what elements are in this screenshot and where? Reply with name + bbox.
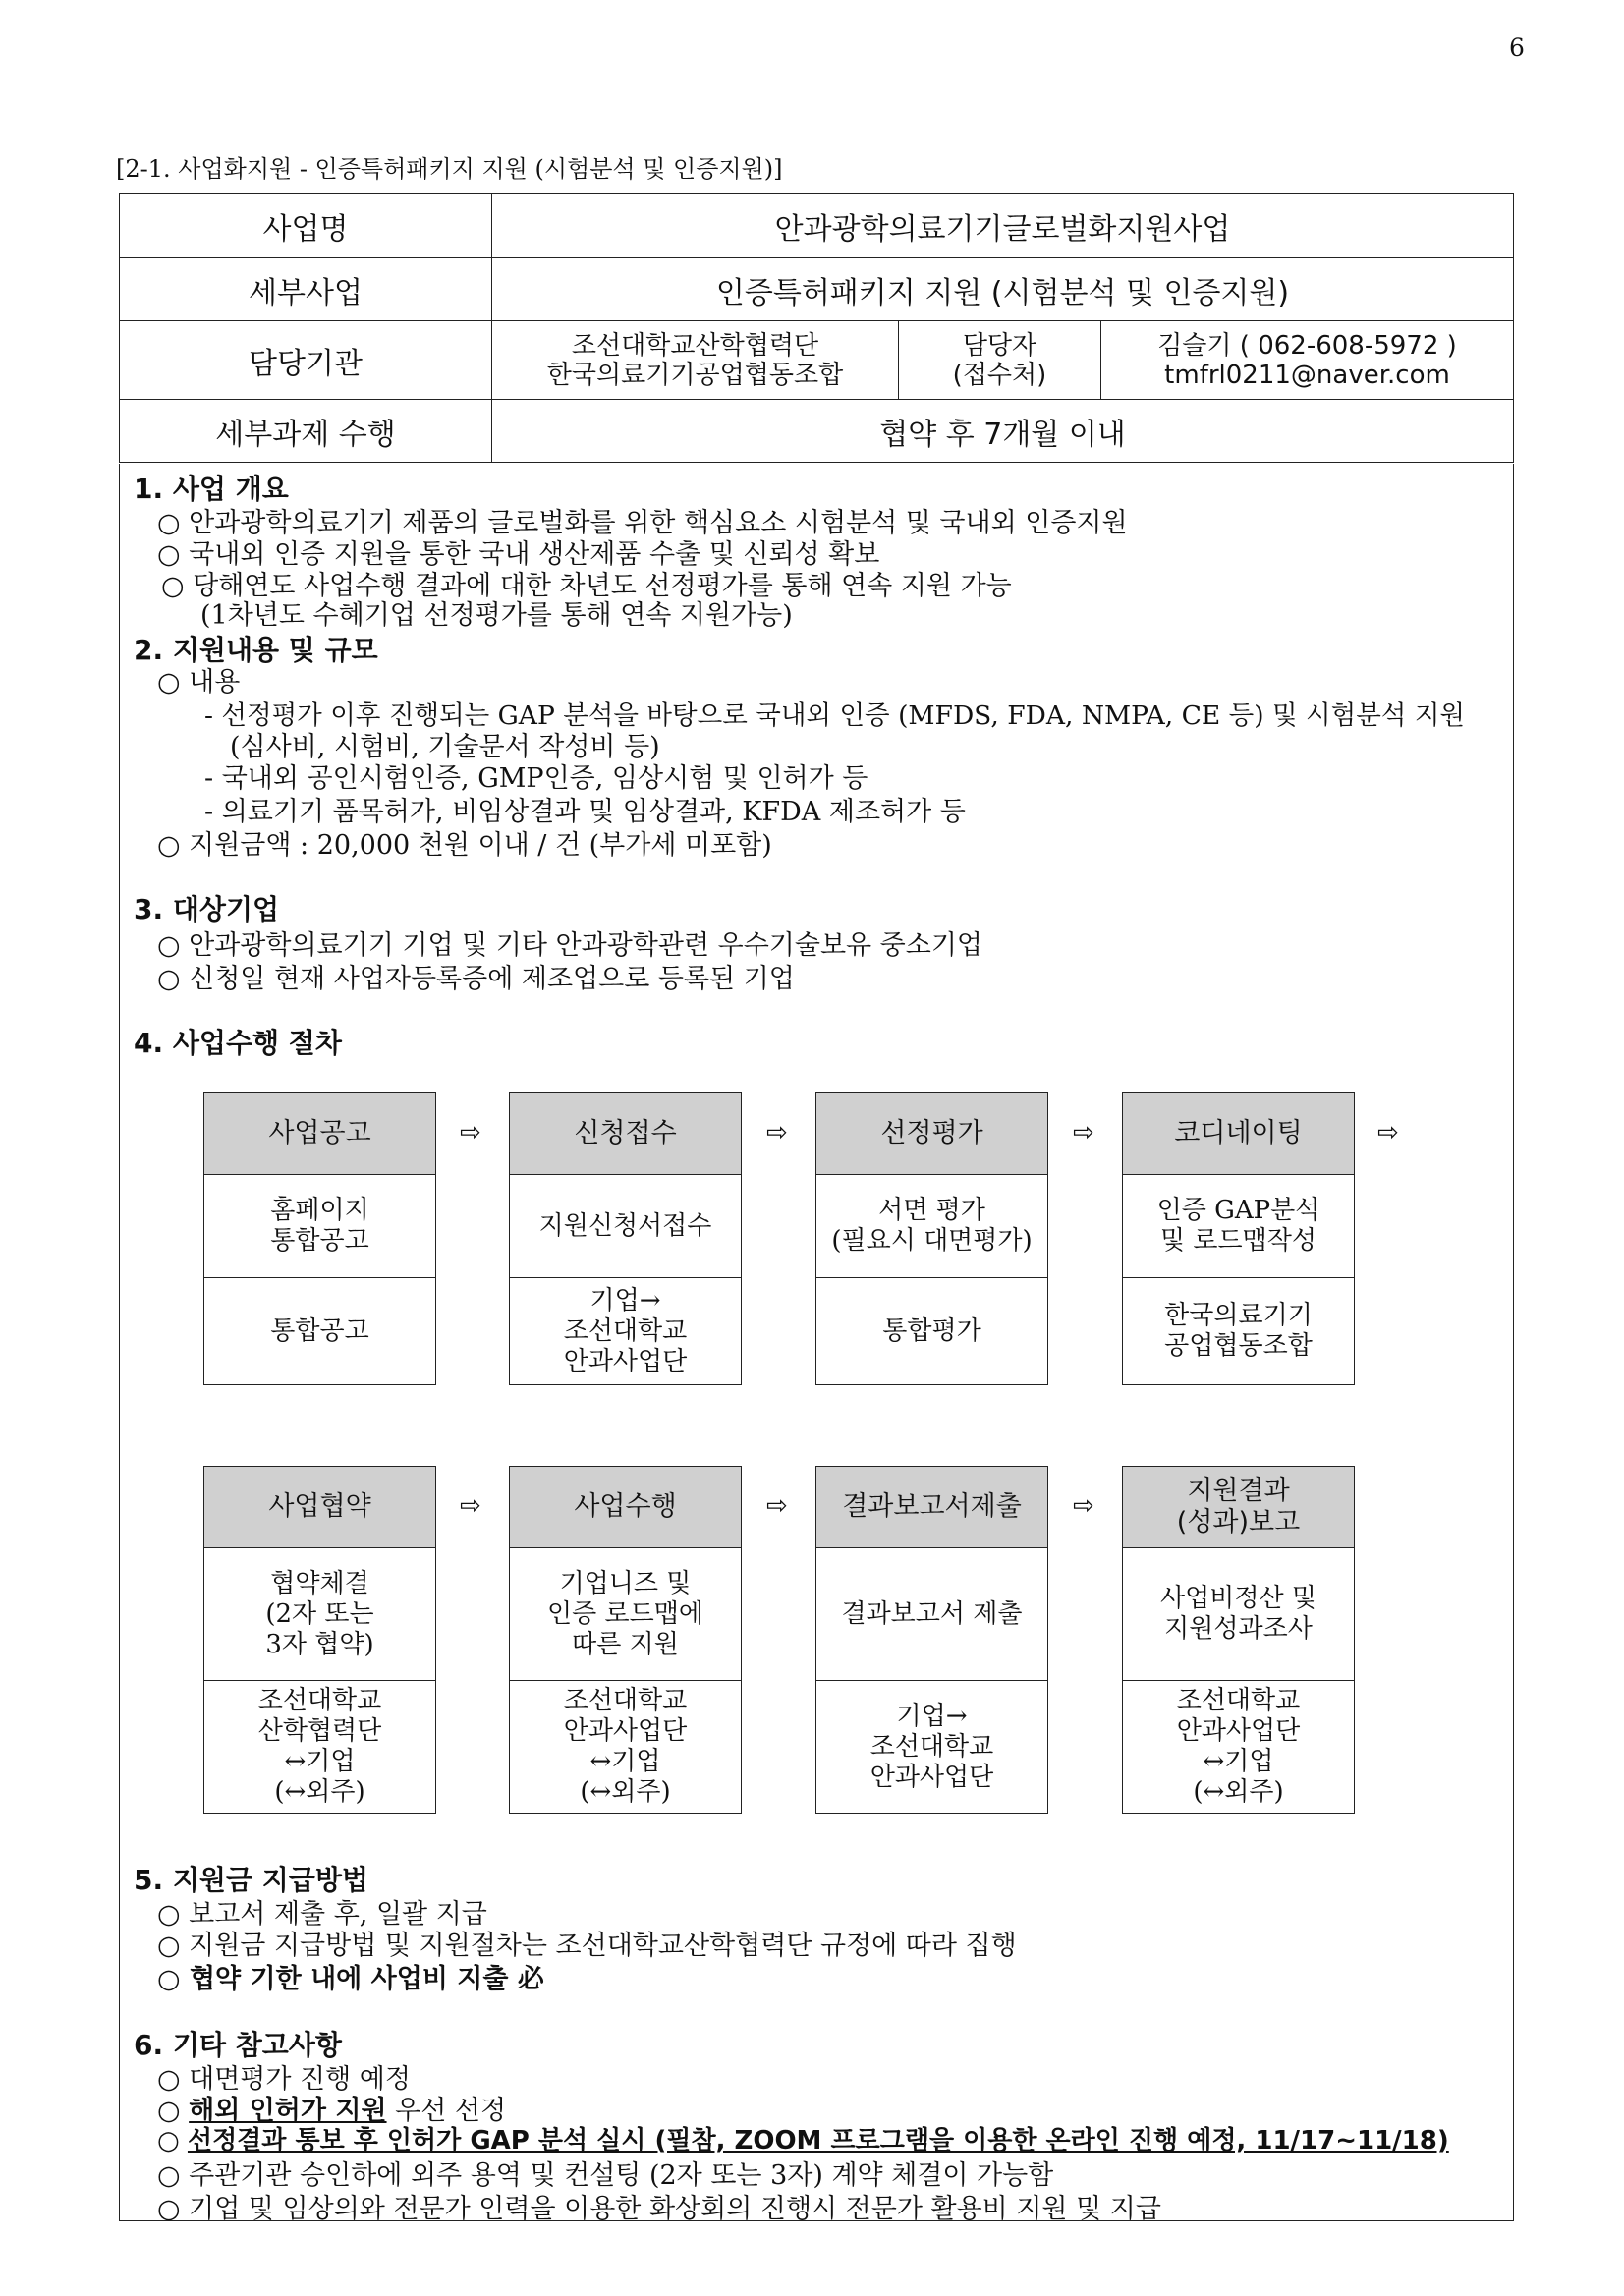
perform-value: 협약 후 7개월 이내 (492, 400, 1514, 463)
project-value: 안과광학의료기기글로벌화지원사업 (492, 194, 1514, 258)
flow-head: 지원결과 (성과)보고 (1123, 1467, 1354, 1548)
flow-box-apply (509, 1092, 742, 1385)
s2-line-5: - 의료기기 품목허가, 비임상결과 및 임상결과, KFDA 제조허가 등 (204, 797, 966, 827)
flow-head: 사업공고 (204, 1093, 435, 1175)
s2-line-4: - 국내외 공인시험인증, GMP인증, 임상시험 및 인허가 등 (204, 763, 868, 794)
flow-bot: 통합평가 (882, 1316, 981, 1346)
s1-line-3: ○ 당해연도 사업수행 결과에 대한 차년도 선정평가를 통해 연속 지원 가능 (161, 571, 1012, 601)
arrow-right-icon: ⇨ (460, 1491, 481, 1521)
s3-line-1: ○ 안과광학의료기기 기업 및 기타 안과광학관련 우수기술보유 중소기업 (157, 930, 983, 961)
arrow-right-icon: ⇨ (1073, 1491, 1094, 1521)
flow-mid: 기업니즈 및 인증 로드맵에 따른 지원 (510, 1548, 741, 1681)
contact-label-1: 담당자 (962, 330, 1037, 361)
sub-value: 인증특허패키지 지원 (시험분석 및 인증지원) (492, 258, 1514, 321)
flow-box-coordinate (1122, 1092, 1355, 1385)
page-number: 6 (1509, 33, 1525, 62)
s6-line-2-bullet: ○ (157, 2096, 190, 2126)
section-6-title: 6. 기타 참고사항 (134, 2029, 342, 2061)
flow-mid: 서면 평가 (필요시 대면평가) (816, 1175, 1047, 1278)
flow-head: 코디네이팅 (1123, 1093, 1354, 1175)
flow-box-report (815, 1466, 1048, 1814)
contact-value (1101, 321, 1514, 400)
flow-bot: 통합공고 (270, 1316, 369, 1346)
flow-box-evaluate (815, 1092, 1048, 1385)
flow-mid: 사업비정산 및 지원성과조사 (1123, 1548, 1354, 1681)
s2-line-6: ○ 지원금액 : 20,000 천원 이내 / 건 (부가세 미포함) (157, 830, 772, 861)
s1-line-4: (1차년도 수혜기업 선정평가를 통해 연속 지원가능) (200, 600, 793, 631)
flow-head: 사업협약 (204, 1467, 435, 1548)
flow-head: 신청접수 (510, 1093, 741, 1175)
s6-line-2-bold: 해외 인허가 지원 (189, 2096, 387, 2126)
contact-value-2: tmfrl0211@naver.com (1164, 360, 1450, 390)
project-label: 사업명 (120, 194, 492, 258)
flow-box-result (1122, 1466, 1355, 1814)
s1-line-1: ○ 안과광학의료기기 제품의 글로벌화를 위한 핵심요소 시험분석 및 국내외 인증지원 (157, 508, 1128, 538)
arrow-right-icon: ⇨ (766, 1491, 788, 1521)
s6-line-3-text: 선정결과 통보 후 인허가 GAP 분석 실시 (필참, ZOOM 프로그램을 이용한 온라인 진행 예정, 11/17~11/18) (187, 2126, 1449, 2156)
s6-line-4: ○ 주관기관 승인하에 외주 용역 및 컨설팅 (2자 또는 3자) 계약 체결이 가능함 (157, 2160, 1054, 2191)
flow-box-agreement (203, 1466, 436, 1814)
flow-bot: 기업→ 조선대학교 안과사업단 (563, 1285, 688, 1376)
contact-value-1: 김슬기 ( 062-608-5972 ) (1157, 330, 1457, 361)
sub-label: 세부사업 (120, 258, 492, 321)
s6-line-2-rest: 우선 선정 (386, 2096, 507, 2126)
arrow-right-icon: ⇨ (1377, 1118, 1399, 1148)
org-value-1: 조선대학교산학협력단 (571, 330, 819, 361)
section-4-title: 4. 사업수행 절차 (134, 1027, 342, 1059)
s6-line-5: ○ 기업 및 임상의와 전문가 인력을 이용한 화상회의 진행시 전문가 활용비 지원 및 지급 (157, 2194, 1161, 2224)
section-1-title: 1. 사업 개요 (134, 473, 289, 505)
contact-label (899, 321, 1101, 400)
s3-line-2: ○ 신청일 현재 사업자등록증에 제조업으로 등록된 기업 (157, 964, 795, 994)
section-3-title: 3. 대상기업 (134, 893, 280, 925)
section-2-title: 2. 지원내용 및 규모 (134, 634, 378, 666)
flow-head: 결과보고서제출 (816, 1467, 1047, 1548)
org-label: 담당기관 (120, 321, 492, 400)
flow-mid: 협약체결 (2자 또는 3자 협약) (204, 1548, 435, 1681)
flow-box-execute (509, 1466, 742, 1814)
arrow-right-icon: ⇨ (460, 1118, 481, 1148)
s5-line-2: ○ 지원금 지급방법 및 지원절차는 조선대학교산학협력단 규정에 따라 집행 (157, 1931, 1017, 1961)
flow-bot: 조선대학교 안과사업단 ↔기업 (↔외주) (1176, 1686, 1301, 1807)
arrow-right-icon: ⇨ (1073, 1118, 1094, 1148)
flow-mid: 지원신청서접수 (510, 1175, 741, 1278)
s2-line-3: (심사비, 시험비, 기술문서 작성비 등) (230, 732, 660, 762)
flow-mid: 홈페이지 통합공고 (204, 1175, 435, 1278)
s2-line-2: - 선정평가 이후 진행되는 GAP 분석을 바탕으로 국내외 인증 (MFDS, FDA, NMPA, CE 등) 및 시험분석 지원 (204, 700, 1466, 731)
contact-label-2: (접수처) (952, 360, 1047, 390)
flow-bot: 한국의료기기 공업협동조합 (1164, 1301, 1313, 1361)
perform-label: 세부과제 수행 (120, 400, 492, 463)
flow-bot: 기업→ 조선대학교 안과사업단 (869, 1701, 994, 1792)
org-value (492, 321, 899, 400)
s6-line-3-bullet: ○ (157, 2126, 188, 2156)
s5-line-1: ○ 보고서 제출 후, 일괄 지급 (157, 1899, 487, 1930)
s2-line-1: ○ 내용 (157, 667, 241, 698)
org-value-2: 한국의료기기공업협동조합 (546, 360, 844, 390)
flow-mid: 인증 GAP분석 및 로드맵작성 (1123, 1175, 1354, 1278)
flow-box-announce (203, 1092, 436, 1385)
arrow-right-icon: ⇨ (766, 1118, 788, 1148)
info-table (119, 193, 1514, 463)
s5-line-3: ○ 협약 기한 내에 사업비 지출 必 (157, 1964, 544, 1994)
section-caption: [2-1. 사업화지원 - 인증특허패키지 지원 (시험분석 및 인증지원)] (116, 155, 783, 183)
s1-line-2: ○ 국내외 인증 지원을 통한 국내 생산제품 수출 및 신뢰성 확보 (157, 539, 880, 570)
flow-bot: 조선대학교 산학협력단 ↔기업 (↔외주) (257, 1686, 382, 1807)
section-5-title: 5. 지원금 지급방법 (134, 1864, 368, 1896)
flow-head: 선정평가 (816, 1093, 1047, 1175)
s6-line-1: ○ 대면평가 진행 예정 (157, 2064, 411, 2095)
flow-bot: 조선대학교 안과사업단 ↔기업 (↔외주) (563, 1686, 688, 1807)
flow-mid: 결과보고서 제출 (816, 1548, 1047, 1681)
flow-head: 사업수행 (510, 1467, 741, 1548)
s6-line-3 (157, 2120, 1449, 2156)
